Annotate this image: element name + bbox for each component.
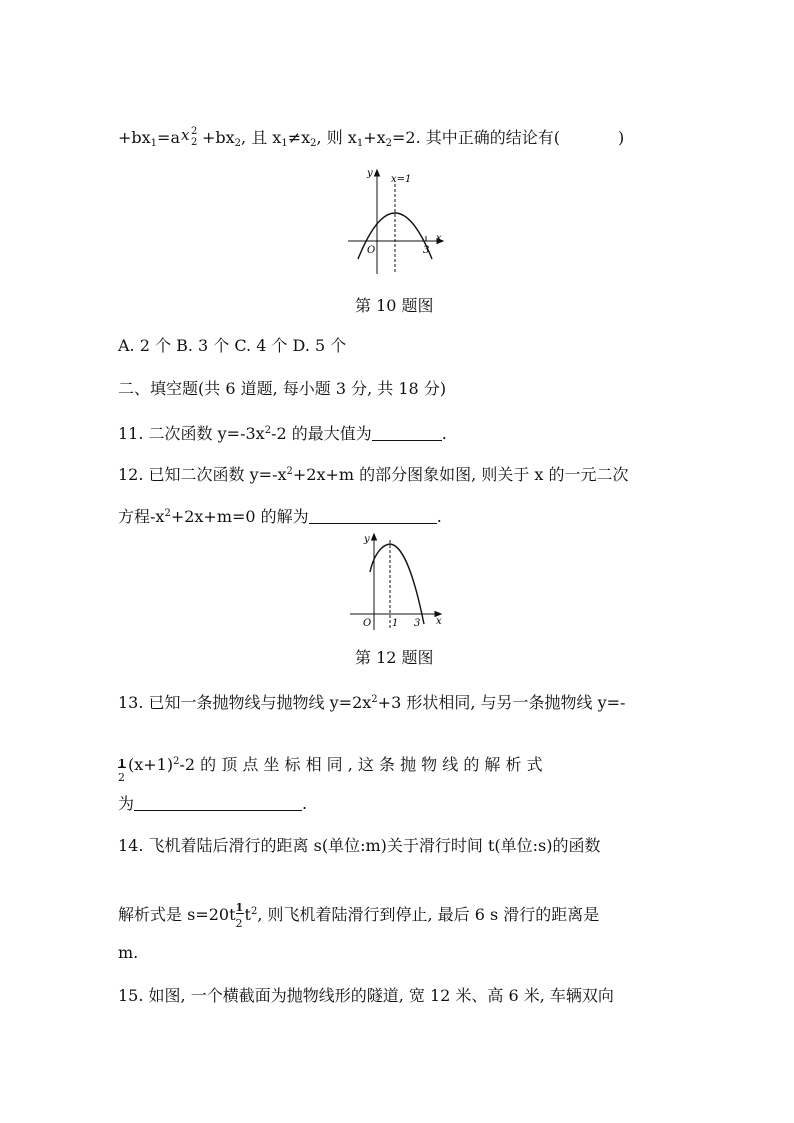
exponent-sup: 2 [191,126,198,137]
denominator: 2 [235,917,243,930]
superscript: 2 [173,756,180,767]
text: 11. 二次函数 y=-3x [118,424,265,443]
text: , 且 x [241,128,282,147]
origin-label: O [367,245,376,256]
text: +3 形状相同, 与另一条抛物线 y=- [377,693,626,712]
exponent-sub: 2 [191,137,198,148]
figure-12-parabola [344,526,448,634]
superscript: 2 [250,906,258,917]
q10-continuation [118,128,624,154]
question-14-line1: 14. 飞机着陆后滑行的距离 s(单位:m)关于滑行时间 t(单位:s)的函数 [118,836,601,855]
subscript: 2 [310,138,317,149]
text: 解析式是 s=20t [118,905,236,924]
question-15-line1: 15. 如图, 一个横截面为抛物线形的隧道, 宽 12 米、高 6 米, 车辆双向 [118,986,614,1005]
text: +2x+m 的部分图象如图, 则关于 x 的一元二次 [292,465,629,484]
text: . [436,507,442,526]
y-axis-arrow [375,170,380,176]
figure-12-caption: 第 12 题图 [355,648,434,667]
subscript: 1 [150,138,158,149]
y-label: y [367,168,373,179]
question-12-line1 [118,462,629,485]
answer-blank[interactable] [372,426,442,441]
question-13-line2 [118,752,543,784]
superscript: 2 [164,508,171,519]
superscript: 2 [264,425,272,436]
question-13-line3 [118,794,307,814]
figure-10-caption: 第 10 题图 [355,296,434,315]
text: =a [157,128,180,147]
question-14-line2 [118,901,600,930]
text: . [302,794,308,813]
question-12-line2 [118,504,442,527]
denominator: 2 [118,771,125,784]
text: t [244,905,251,924]
tick-label-3: 3 [414,618,421,629]
figure-10-parabola [340,160,450,278]
text: , 则 x [316,128,357,147]
numerator: 1 [235,901,244,914]
text: ) [618,128,625,147]
numerator: 1 [118,757,126,770]
parabola-left [370,544,390,572]
text: +2x+m=0 的解为 [170,507,309,526]
q10-options: A. 2 个 B. 3 个 C. 4 个 D. 5 个 [118,336,347,355]
answer-blank[interactable] [309,509,437,524]
subscript: 2 [385,138,393,149]
text: , 则飞机着陆滑行到停止, 最后 6 s 滑行的距离是 [257,905,600,924]
symmetry-label: x=1 [391,174,412,185]
y-label: y [364,534,370,545]
subscript: 2 [234,138,242,149]
text: +bx [118,128,151,147]
y-axis-arrow [372,534,377,540]
question-13-line1 [118,690,625,713]
text: +x [363,128,386,147]
text: 方程-x [118,507,165,526]
text: =2. 其中正确的结论有( [392,128,561,147]
tick-label-3: 3 [423,245,430,256]
origin-label: O [363,618,372,629]
text: +bx [202,128,235,147]
superscript: 2 [371,694,378,705]
question-14-line3: m. [118,943,139,962]
x-label: x [436,616,442,627]
text: -2 的 顶 点 坐 标 相 同 , 这 条 抛 物 线 的 解 析 式 [179,755,543,774]
parabola-right [390,544,424,624]
text: ≠x [287,128,311,147]
text: 13. 已知一条抛物线与抛物线 y=2x [118,693,372,712]
subscript: 1 [281,138,288,149]
exponent-base: x [181,126,190,144]
subscript: 1 [356,138,364,149]
section-heading: 二、填空题(共 6 道题, 每小题 3 分, 共 18 分) [118,379,447,398]
text: 为 [118,794,135,813]
text: 12. 已知二次函数 y=-x [118,465,287,484]
superscript: 2 [286,466,293,477]
x-label: x [436,233,442,244]
answer-blank[interactable] [134,796,302,811]
tick-label-1: 1 [392,618,399,629]
text: -2 的最大值为 [271,424,372,443]
question-11 [118,421,447,444]
text: . [441,424,447,443]
text: (x+1) [128,755,174,774]
